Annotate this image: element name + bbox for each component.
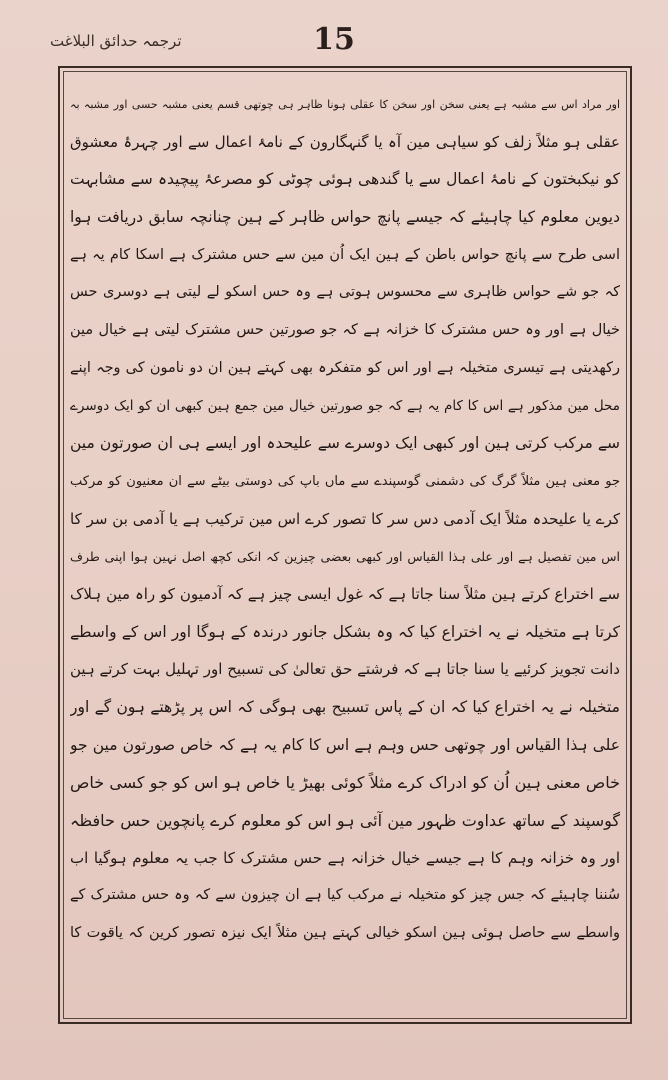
text-line: کرتا ہے متخیلہ نے یہ اختراع کیا کہ وہ بشکل جانور درندہ کے ہوگا اور اس کے واسطے — [70, 622, 620, 641]
text-line: گوسپند کے ساتھ عداوت ظہور مین آئی ہو اس کو معلوم کرے پانچوین حس حافظہ — [70, 811, 620, 831]
page-number: 15 — [313, 22, 355, 57]
text-line: عقلی ہو مثلاً زلف کو سیاہی مین آہ یا گنہگارون کے نامۂ اعمال سے اور چہرۂ معشوق — [70, 132, 620, 151]
text-line: اس مین تفصیل ہے اور علی ہذا القیاس اور کبھی بعضی چیزین کہ انکی کچھ اصل نہین ہوا اپنی طرف — [70, 549, 620, 565]
text-line: خیال ہے اور وہ حس مشترک کا خزانہ ہے کہ جو صورتین حس مشترک لیتی ہے خیال مین — [70, 322, 620, 339]
text-line: محل مین مذکور ہے اس کا کام یہ ہے کہ جو صورتین خیال مین جمع ہین کبھی ان کو ایک دوسرے — [70, 397, 620, 414]
text-line: کو نیکبختون کے نامۂ اعمال سے یا گندھی ہوئی چوٹی کو مصرعۂ پیچیدہ سے مشابہت — [70, 170, 620, 189]
text-frame — [58, 66, 632, 1024]
running-title: ترجمہ حدائق البلاغت — [50, 32, 182, 50]
text-line: اور وہ خزانہ وہم کا ہے جیسے خیال خزانہ ہے حس مشترک کا جب یہ معلوم ہوگیا اب — [70, 848, 620, 867]
text-line: اسی طرح سے پانچ حواس باطن کے ہین ایک اُن مین سے حس مشترک ہے اسکا کام یہ ہے — [70, 246, 620, 263]
text-line: سے مرکب کرتی ہین اور کبھی ایک دوسرے سے علیحدہ اور ایسے ہی ان صورتون مین — [70, 434, 620, 453]
text-line: کرے یا علیحدہ مثلاً ایک آدمی دس سر کا تصور کرے اس مین ترکیب ہے یا آدمی بن سر کا — [70, 509, 620, 528]
page-header — [30, 22, 638, 62]
text-line: دانت تجویز کرئیے یا سنا جاتا ہے کہ فرشتے حق تعالیٰ کی تسبیح اور تہلیل بہت کرتے ہین — [70, 660, 620, 679]
text-line: دیوین معلوم کیا چاہیئے کہ جیسے پانچ حواس ظاہر کے ہین چنانچہ سابق دریافت ہوا — [70, 208, 620, 227]
text-line: کہ جو شے حواس ظاہری سے محسوس ہوتی ہے وہ حس اسکو لے لیتی ہے دوسری حس — [70, 284, 620, 301]
body-text — [70, 86, 620, 1014]
text-line: اور مراد اس سے مشبہ ہے یعنی سخن اور سخن کا عقلی ہونا ظاہر ہی چوتھی قسم یعنی مشبہ حسی اور مشبہ بہ — [70, 98, 620, 111]
text-line: سے اختراع کرتے ہین مثلاً سنا جاتا ہے کہ غول ایسی چیز ہے کہ آدمیون کو راہ مین ہلاک — [70, 584, 620, 603]
text-line: متخیلہ نے یہ اختراع کیا کہ ان کے پاس تسبیح بھی ہوگی کہ اس پر پڑھتے ہون گے اور — [70, 698, 620, 716]
text-line: جو معنی ہین مثلاً گرگ کی دشمنی گوسپندے سے ماں باپ کی دوستی بیٹے سے ان معنیون کو مرکب — [70, 473, 620, 489]
text-line: خاص معنی ہین اُن کو ادراک کرے مثلاً کوئی بھیڑ یا خاص ہو اس کو جو کسی خاص — [70, 773, 620, 793]
text-line: واسطے سے حاصل ہوئی ہین اسکو خیالی کہتے ہین مثلاً ایک نیزہ تصور کرین کہ یاقوت کا — [70, 925, 620, 942]
text-line: رکھدیتی ہے تیسری متخیلہ ہے اور اس کو متفکرہ بھی کہتے ہین ان دو نامون کی وجہ اپنے — [70, 359, 620, 376]
text-line: سُننا چاہیئے کہ جس چیز کو متخیلہ نے مرکب کیا ہے ان چیزون سے کہ وہ حس مشترک کے — [70, 887, 620, 904]
text-line: علی ہذا القیاس اور چوتھی حس وہم ہے اس کا کام یہ ہے کہ خاص صورتون مین جو — [70, 735, 620, 754]
